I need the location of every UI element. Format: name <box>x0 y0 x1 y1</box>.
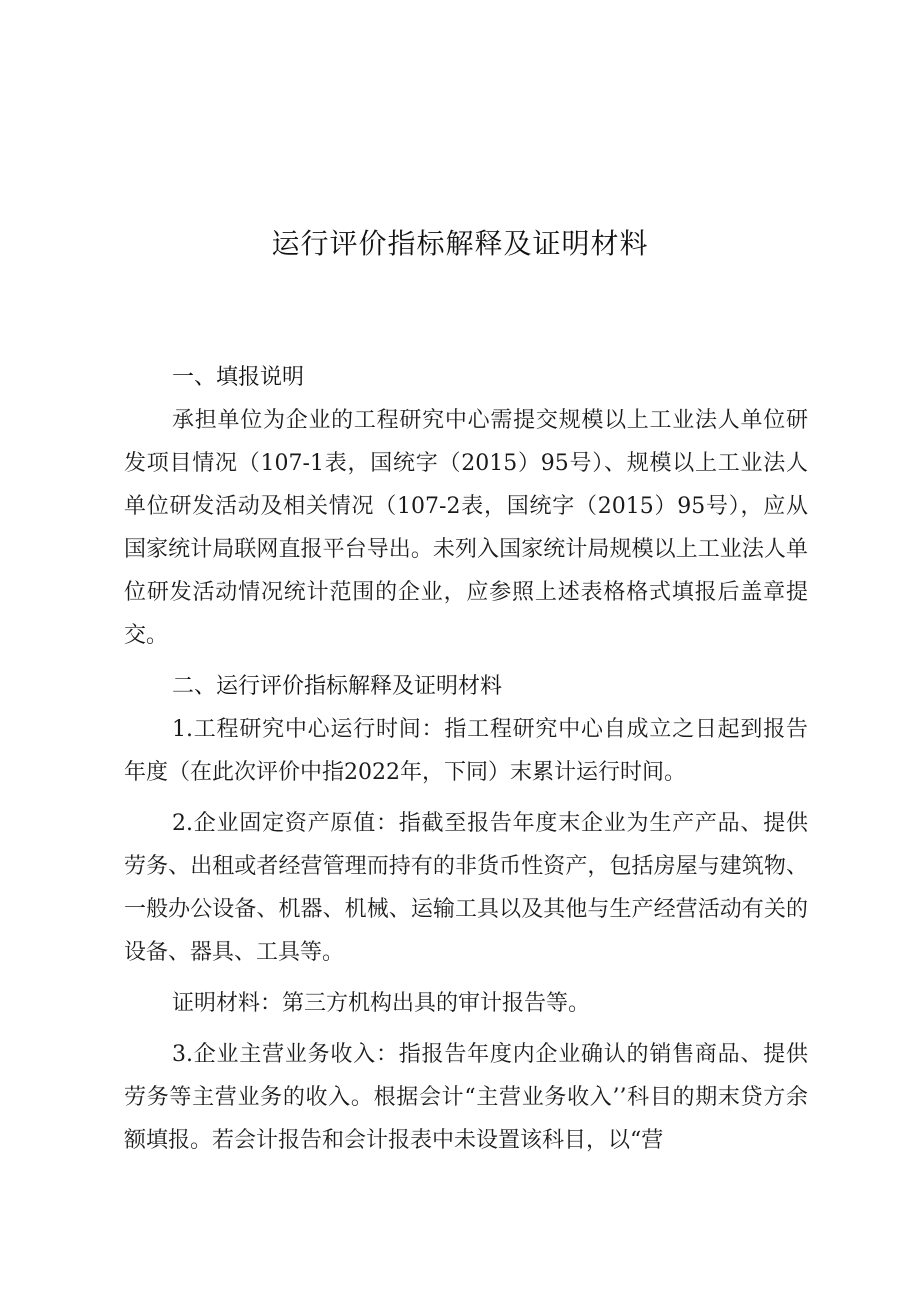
section-heading-filling-instructions: 一、填报说明 <box>172 365 305 390</box>
paragraph-item-main-business-revenue: 3.企业主营业务收入：指报告年度内企业确认的销售商品、提供劳务等主营业务的收入。根据会计“主营业务收入’’科目的期末贷方余额填报。若会计报告和会计报表中未设置该科目，以“营 <box>124 1042 808 1153</box>
section-heading-indicator-explanation: 二、运行评价指标解释及证明材料 <box>172 674 503 699</box>
paragraph-item-fixed-assets: 2.企业固定资产原值：指截至报告年度末企业为生产产品、提供劳务、出租或者经营管理而持有的非货币性资产，包括房屋与建筑物、一般办公设备、机器、机械、运输工具以及其他与生产经营活动有关的设备、器具、工具等。 <box>124 811 808 965</box>
paragraph-filling-instructions: 承担单位为企业的工程研究中心需提交规模以上工业法人单位研发项目情况（107-1表，国统字（2015）95号）、规模以上工业法人单位研发活动及相关情况（107-2表，国统字（2015）95号），应从国家统计局联网直报平台导出。未列入国家统计局规模以上工业法人单位研发活动情况统计范围的企业，应参照上述表格格式填报后盖章提交。 <box>124 408 808 648</box>
document-body <box>124 356 808 1162</box>
page-title: 运行评价指标解释及证明材料 <box>271 227 649 260</box>
paragraph-item-evidence-materials: 证明材料：第三方机构出具的审计报告等。 <box>172 991 591 1016</box>
paragraph-item-operation-time: 1.工程研究中心运行时间：指工程研究中心自成立之日起到报告年度（在此次评价中指2022年，下同）末累计运行时间。 <box>124 717 808 785</box>
